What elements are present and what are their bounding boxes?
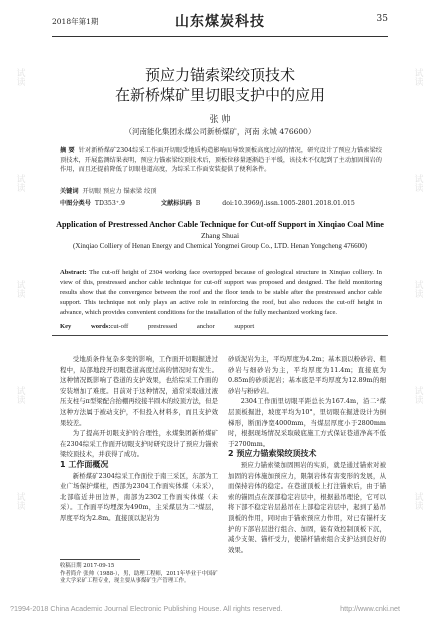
author-affiliation: （河南能化集团永煤公司新桥煤矿，河南 永城 476600）	[124, 127, 316, 136]
keywords-cn	[60, 186, 382, 195]
running-header	[52, 8, 388, 36]
body-column-right	[228, 354, 386, 555]
english-keywords	[60, 323, 382, 330]
copyright-footer	[10, 604, 400, 613]
doc-code-value: B	[195, 200, 201, 207]
english-keywords-text: cut-off prestressed anchor support	[110, 323, 255, 330]
paragraph: 为了提高开切眼支护的合理性，永煤集团新桥煤矿在2304综采工作面开切眼支护时研究设计了预应力锚索梁绞顶技术，并获得了成功。	[60, 429, 218, 459]
paragraph: 2304工作面里切眼平距总长为167.4m，沿二²煤层顶板掘进，坡度平均为10°，里切眼在掘进设计为倒梯形，断面净宽4000mm，当煤层厚度小于2800mm时，根据现场情况采取破底施工方式保证巷道净高不低于2700mm。	[228, 397, 386, 448]
section-divider	[52, 335, 388, 336]
keywords-label: 关键词	[60, 188, 79, 195]
english-abstract	[60, 268, 382, 318]
clc-label: 中图分类号	[60, 200, 91, 207]
watermark-right: 试读 试读 试读 试读 试读	[414, 69, 424, 512]
paragraph: 新桥煤矿2304综采工作面位于南三采区，东部为工业广场保护煤柱，西部为2304工作面实体煤（未采），北部临近井田边界，南部为2302工作面实体煤（未采）。工作面平均埋深为490m，主采煤层为二²煤层，厚度平均为2.8m。直接顶以泥岩为	[60, 471, 218, 522]
paragraph: 预应力锚索梁加固围岩的实质，就是通过锚索对被加固的岩体施加预应力，限制岩体有害变形的发展，从而保持岩体的稳定。在巷道顶板上打注锚索后，由于锚索的锚固点在深部稳定岩层中，根据悬吊理论，它可以将下部不稳定岩层悬吊在上部稳定岩层中，起到了悬吊顶板的作用，同时由于锚索预应力作用，对已有锚杆支护的下部岩层进行组合、加固，能有效控制顶板下沉，减少支架、锚杆受力，使锚杆锚索组合支护达到良好的效果。	[228, 460, 386, 554]
classification-row	[60, 198, 382, 207]
paragraph: 受地质条件复杂多变的影响，工作面开切眼掘进过程中，局部地段开切眼巷道高度过高的情况时有发生。这种情况既影响了巷道的支护效果，也给综采工作面的安装增加了难度。目前对于这种情况，通常采取通过液压支柱与π型梁配合抬棚再绞接半圆木的绞顶方法，但是这种方法属于被动支护，不但投入材料多，而且支护效果较差。	[60, 355, 218, 427]
english-abstract-text: The cut-off height of 2304 working face overtopped because of geological structure in Xinqiao colliery. In view of this, prestressed anchor cable technique for cut-off support was proposed and designed. The field monitoring results show that the convergence between the roof and the floor tends to be stable after the prestressed anchor cable support. This technique not only plays an active role in reinforcing the roof, but also reduces the cut-off height in advance, which provides convenient conditions for the installation of the fully mechanized working face.	[60, 269, 382, 316]
header-rule	[52, 36, 388, 37]
keywords-text: 开切眼 预应力 锚索梁 绞顶	[82, 188, 157, 195]
author-name: 张 帅	[209, 115, 231, 125]
doi[interactable]: doi:10.3969/j.issn.1005-2801.2018.01.015	[222, 200, 355, 207]
body-column-left	[60, 354, 218, 524]
issue-label: 2018年第1期	[52, 17, 99, 26]
footnote-rule	[60, 559, 140, 560]
doc-code-label: 文献标识码	[160, 200, 192, 207]
section-heading-2: 2 预应力锚索梁绞顶技术	[228, 449, 317, 459]
article-title-line2: 在新桥煤矿里切眼支护中的应用	[114, 86, 325, 104]
english-title: Application of Prestressed Anchor Cable Technique for Cut-off Support in Xinqiao Coal Mine	[56, 220, 384, 229]
watermark-left: 试读 试读 试读 试读 试读	[16, 69, 26, 512]
article-title-line1: 预应力锚索梁绞顶技术	[144, 66, 295, 84]
english-abstract-label: Abstract:	[60, 269, 87, 276]
copyright-text: ?1994-2018 China Academic Journal Electronic Publishing House. All rights reserved.	[10, 604, 283, 613]
abstract-cn	[60, 146, 382, 175]
english-keywords-label: Key words:	[60, 323, 111, 330]
abstract-label: 摘 要	[60, 147, 75, 154]
footnote	[60, 563, 220, 586]
received-date: 收稿日期 2017-09-15	[60, 563, 115, 569]
section-heading-1: 1 工作面概况	[60, 459, 109, 469]
english-affiliation: (Xinqiao Colliery of Henan Energy and Chemical Yongmei Group Co., LTD. Henan Yongcheng 476600)	[73, 242, 367, 250]
journal-name: 山东煤炭科技	[175, 14, 265, 30]
page-number: 35	[376, 14, 388, 24]
abstract-text: 针对新桥煤矿2304综采工作面开切眼受地质构造影响而导致顶板高度过高的情况，研究设计了预应力锚索梁绞顶技术，开展监测结果表明，预应力锚索梁绞顶技术后，顶板位移量逐渐趋于平缓，该技术不仅起到了主动加固围岩的作用，而且还提前降低了切眼巷道高度，为综采工作面安装提供了便利条件。	[60, 147, 382, 174]
author-bio: 作者简介 张帅（1988-），男，助理工程师，2011年毕业于中国矿业大学采矿工程专业，现主要从事煤矿生产管理工作。	[60, 570, 218, 585]
clc-value: TD353⁺.9	[94, 200, 125, 207]
paragraph: 砂质泥岩为主，平均厚度为4.2m；基本顶以粉砂岩、粗砂岩与细砂岩为主，平均厚度为11.4m；直接底为0.85m的砂质泥岩；基本底是平均厚度为12.89m的细砂岩与粉砂岩。	[228, 355, 386, 395]
english-author: Zhang Shuai	[200, 231, 240, 240]
cnki-link[interactable]: http://www.cnki.net	[340, 604, 400, 613]
